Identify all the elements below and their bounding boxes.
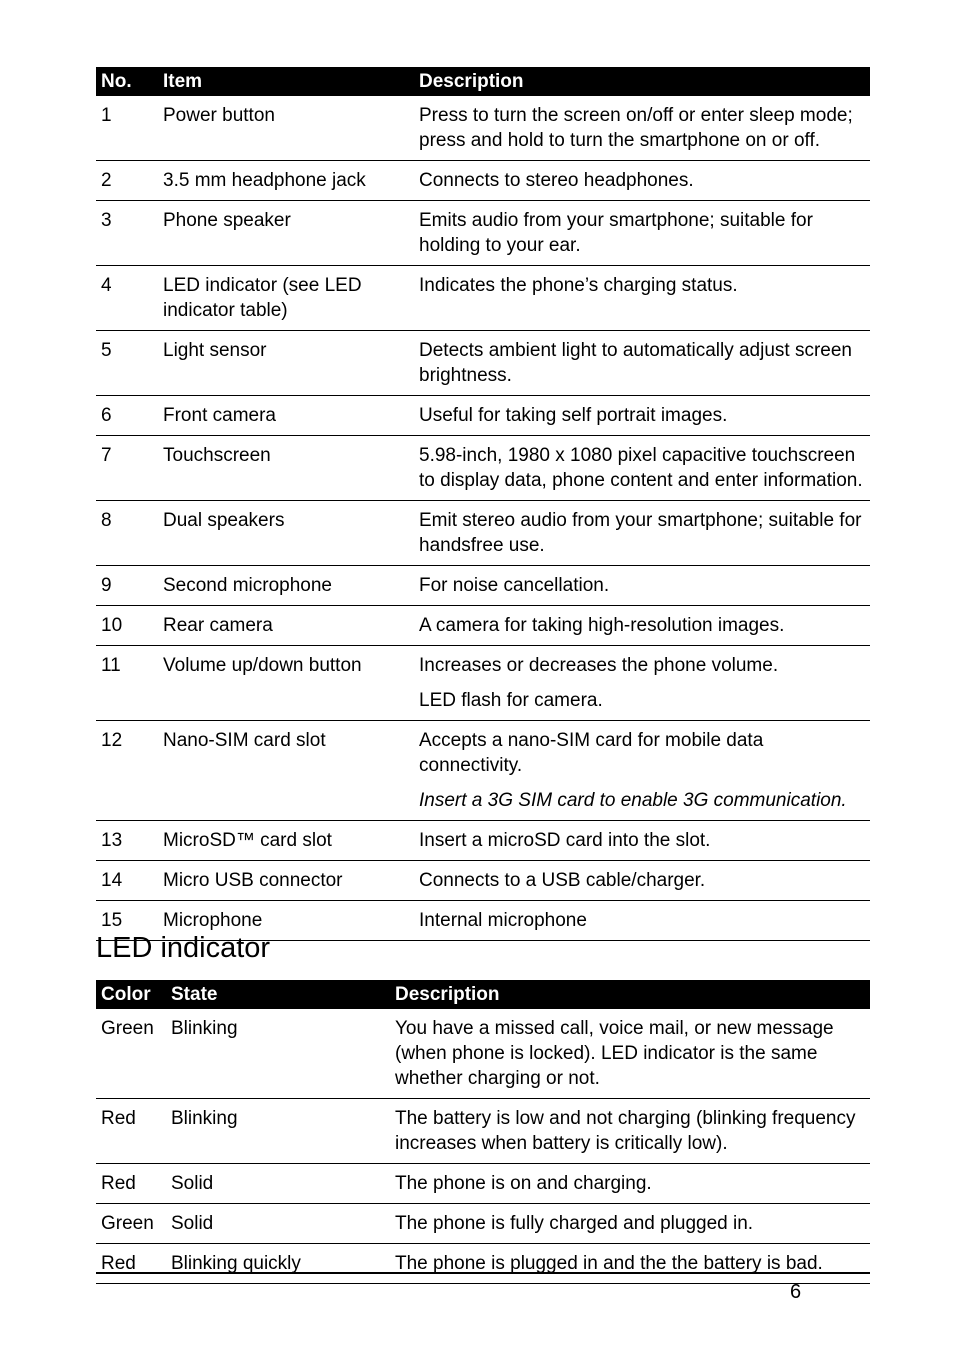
header-no: No. xyxy=(96,67,158,96)
cell-item: Dual speakers xyxy=(158,501,414,566)
table-row xyxy=(96,501,870,566)
cell-no: 2 xyxy=(96,161,158,201)
cell-item: Volume up/down button xyxy=(163,655,362,676)
cell-description: The phone is plugged in and the the battery is bad. xyxy=(390,1244,870,1284)
cell-state: Blinking xyxy=(166,1099,390,1164)
cell-no: 3 xyxy=(96,201,158,266)
cell-item: Light sensor xyxy=(158,331,414,396)
cell-description: The battery is low and not charging (blinking frequency increases when battery is critically low). xyxy=(390,1099,870,1164)
cell-description: Detects ambient light to automatically adjust screen brightness. xyxy=(414,331,870,396)
cell-description: The phone is fully charged and plugged in. xyxy=(390,1204,870,1244)
cell-description: Indicates the phone’s charging status. xyxy=(414,266,870,331)
table-row xyxy=(96,1164,870,1204)
cell-description: Emits audio from your smartphone; suitable for holding to your ear. xyxy=(414,201,870,266)
cell-description-extra: LED flash for camera. xyxy=(414,683,870,721)
table-row xyxy=(96,1204,870,1244)
table-row xyxy=(96,436,870,501)
parts-table xyxy=(96,67,870,941)
table-row-continuation xyxy=(96,683,870,721)
cell-color: Red xyxy=(96,1099,166,1164)
table-row xyxy=(96,161,870,201)
cell-no: 13 xyxy=(96,821,158,861)
cell-item: LED indicator (see LED indicator table) xyxy=(158,266,414,331)
cell-description: Insert a microSD card into the slot. xyxy=(414,821,870,861)
cell-item: Second microphone xyxy=(158,566,414,606)
cell-item: Phone speaker xyxy=(158,201,414,266)
led-indicator-table xyxy=(96,980,870,1284)
table-row xyxy=(96,201,870,266)
cell-no: 11 xyxy=(101,655,121,676)
led-table-header xyxy=(96,980,870,1009)
cell-no: 14 xyxy=(96,861,158,901)
cell-no: 15 xyxy=(96,901,158,941)
table-row xyxy=(96,821,870,861)
cell-description: Accepts a nano-SIM card for mobile data connectivity. xyxy=(419,730,764,776)
cell-state: Solid xyxy=(166,1204,390,1244)
table-row xyxy=(96,266,870,331)
cell-description: Useful for taking self portrait images. xyxy=(414,396,870,436)
table-row xyxy=(96,1009,870,1099)
cell-item: Rear camera xyxy=(158,606,414,646)
cell-description: Emit stereo audio from your smartphone; suitable for handsfree use. xyxy=(414,501,870,566)
cell-no: 7 xyxy=(96,436,158,501)
cell-description: Press to turn the screen on/off or enter sleep mode; press and hold to turn the smartphone on or off. xyxy=(414,96,870,161)
page-number: 6 xyxy=(790,1281,802,1303)
table-row xyxy=(96,96,870,161)
cell-no: 1 xyxy=(96,96,158,161)
cell-description: You have a missed call, voice mail, or new message (when phone is locked). LED indicator is the same whether charging or not. xyxy=(390,1009,870,1099)
cell-no: 9 xyxy=(96,566,158,606)
cell-color: Green xyxy=(96,1204,166,1244)
cell-item: Micro USB connector xyxy=(158,861,414,901)
table-row xyxy=(96,606,870,646)
cell-description: For noise cancellation. xyxy=(414,566,870,606)
cell-no: 12 xyxy=(101,730,123,751)
cell-description: Internal microphone xyxy=(414,901,870,941)
cell-description: Increases or decreases the phone volume. xyxy=(419,655,779,676)
cell-description: Connects to a USB cable/charger. xyxy=(414,861,870,901)
footer-divider xyxy=(96,1272,870,1274)
table-row-continuation xyxy=(96,783,870,821)
cell-color: Green xyxy=(96,1009,166,1099)
header-item: Item xyxy=(158,67,414,96)
header-description: Description xyxy=(390,980,870,1009)
cell-item: MicroSD™ card slot xyxy=(158,821,414,861)
cell-no: 6 xyxy=(96,396,158,436)
cell-description-note: Insert a 3G SIM card to enable 3G communication. xyxy=(414,783,870,821)
cell-item: Power button xyxy=(158,96,414,161)
table-row xyxy=(96,1099,870,1164)
cell-color: Red xyxy=(96,1164,166,1204)
table-row xyxy=(96,721,870,784)
cell-description: A camera for taking high-resolution images. xyxy=(414,606,870,646)
cell-description: 5.98-inch, 1980 x 1080 pixel capacitive touchscreen to display data, phone content and enter information. xyxy=(414,436,870,501)
table-row xyxy=(96,566,870,606)
parts-table-header xyxy=(96,67,870,96)
cell-item: Microphone xyxy=(158,901,414,941)
cell-state: Blinking xyxy=(166,1009,390,1099)
header-state: State xyxy=(166,980,390,1009)
header-description: Description xyxy=(414,67,870,96)
cell-item: Front camera xyxy=(158,396,414,436)
cell-state: Solid xyxy=(166,1164,390,1204)
cell-no: 8 xyxy=(96,501,158,566)
cell-state: Blinking quickly xyxy=(166,1244,390,1284)
cell-no: 10 xyxy=(96,606,158,646)
cell-color: Red xyxy=(96,1244,166,1284)
led-indicator-heading: LED indicator xyxy=(96,932,271,964)
cell-item: Touchscreen xyxy=(158,436,414,501)
cell-no: 5 xyxy=(96,331,158,396)
table-row xyxy=(96,396,870,436)
header-color: Color xyxy=(96,980,166,1009)
cell-description: The phone is on and charging. xyxy=(390,1164,870,1204)
table-row xyxy=(96,861,870,901)
cell-item: Nano-SIM card slot xyxy=(163,730,326,751)
cell-no: 4 xyxy=(96,266,158,331)
table-row xyxy=(96,1244,870,1284)
cell-description: Connects to stereo headphones. xyxy=(414,161,870,201)
table-row xyxy=(96,646,870,684)
table-row xyxy=(96,331,870,396)
cell-item: 3.5 mm headphone jack xyxy=(158,161,414,201)
